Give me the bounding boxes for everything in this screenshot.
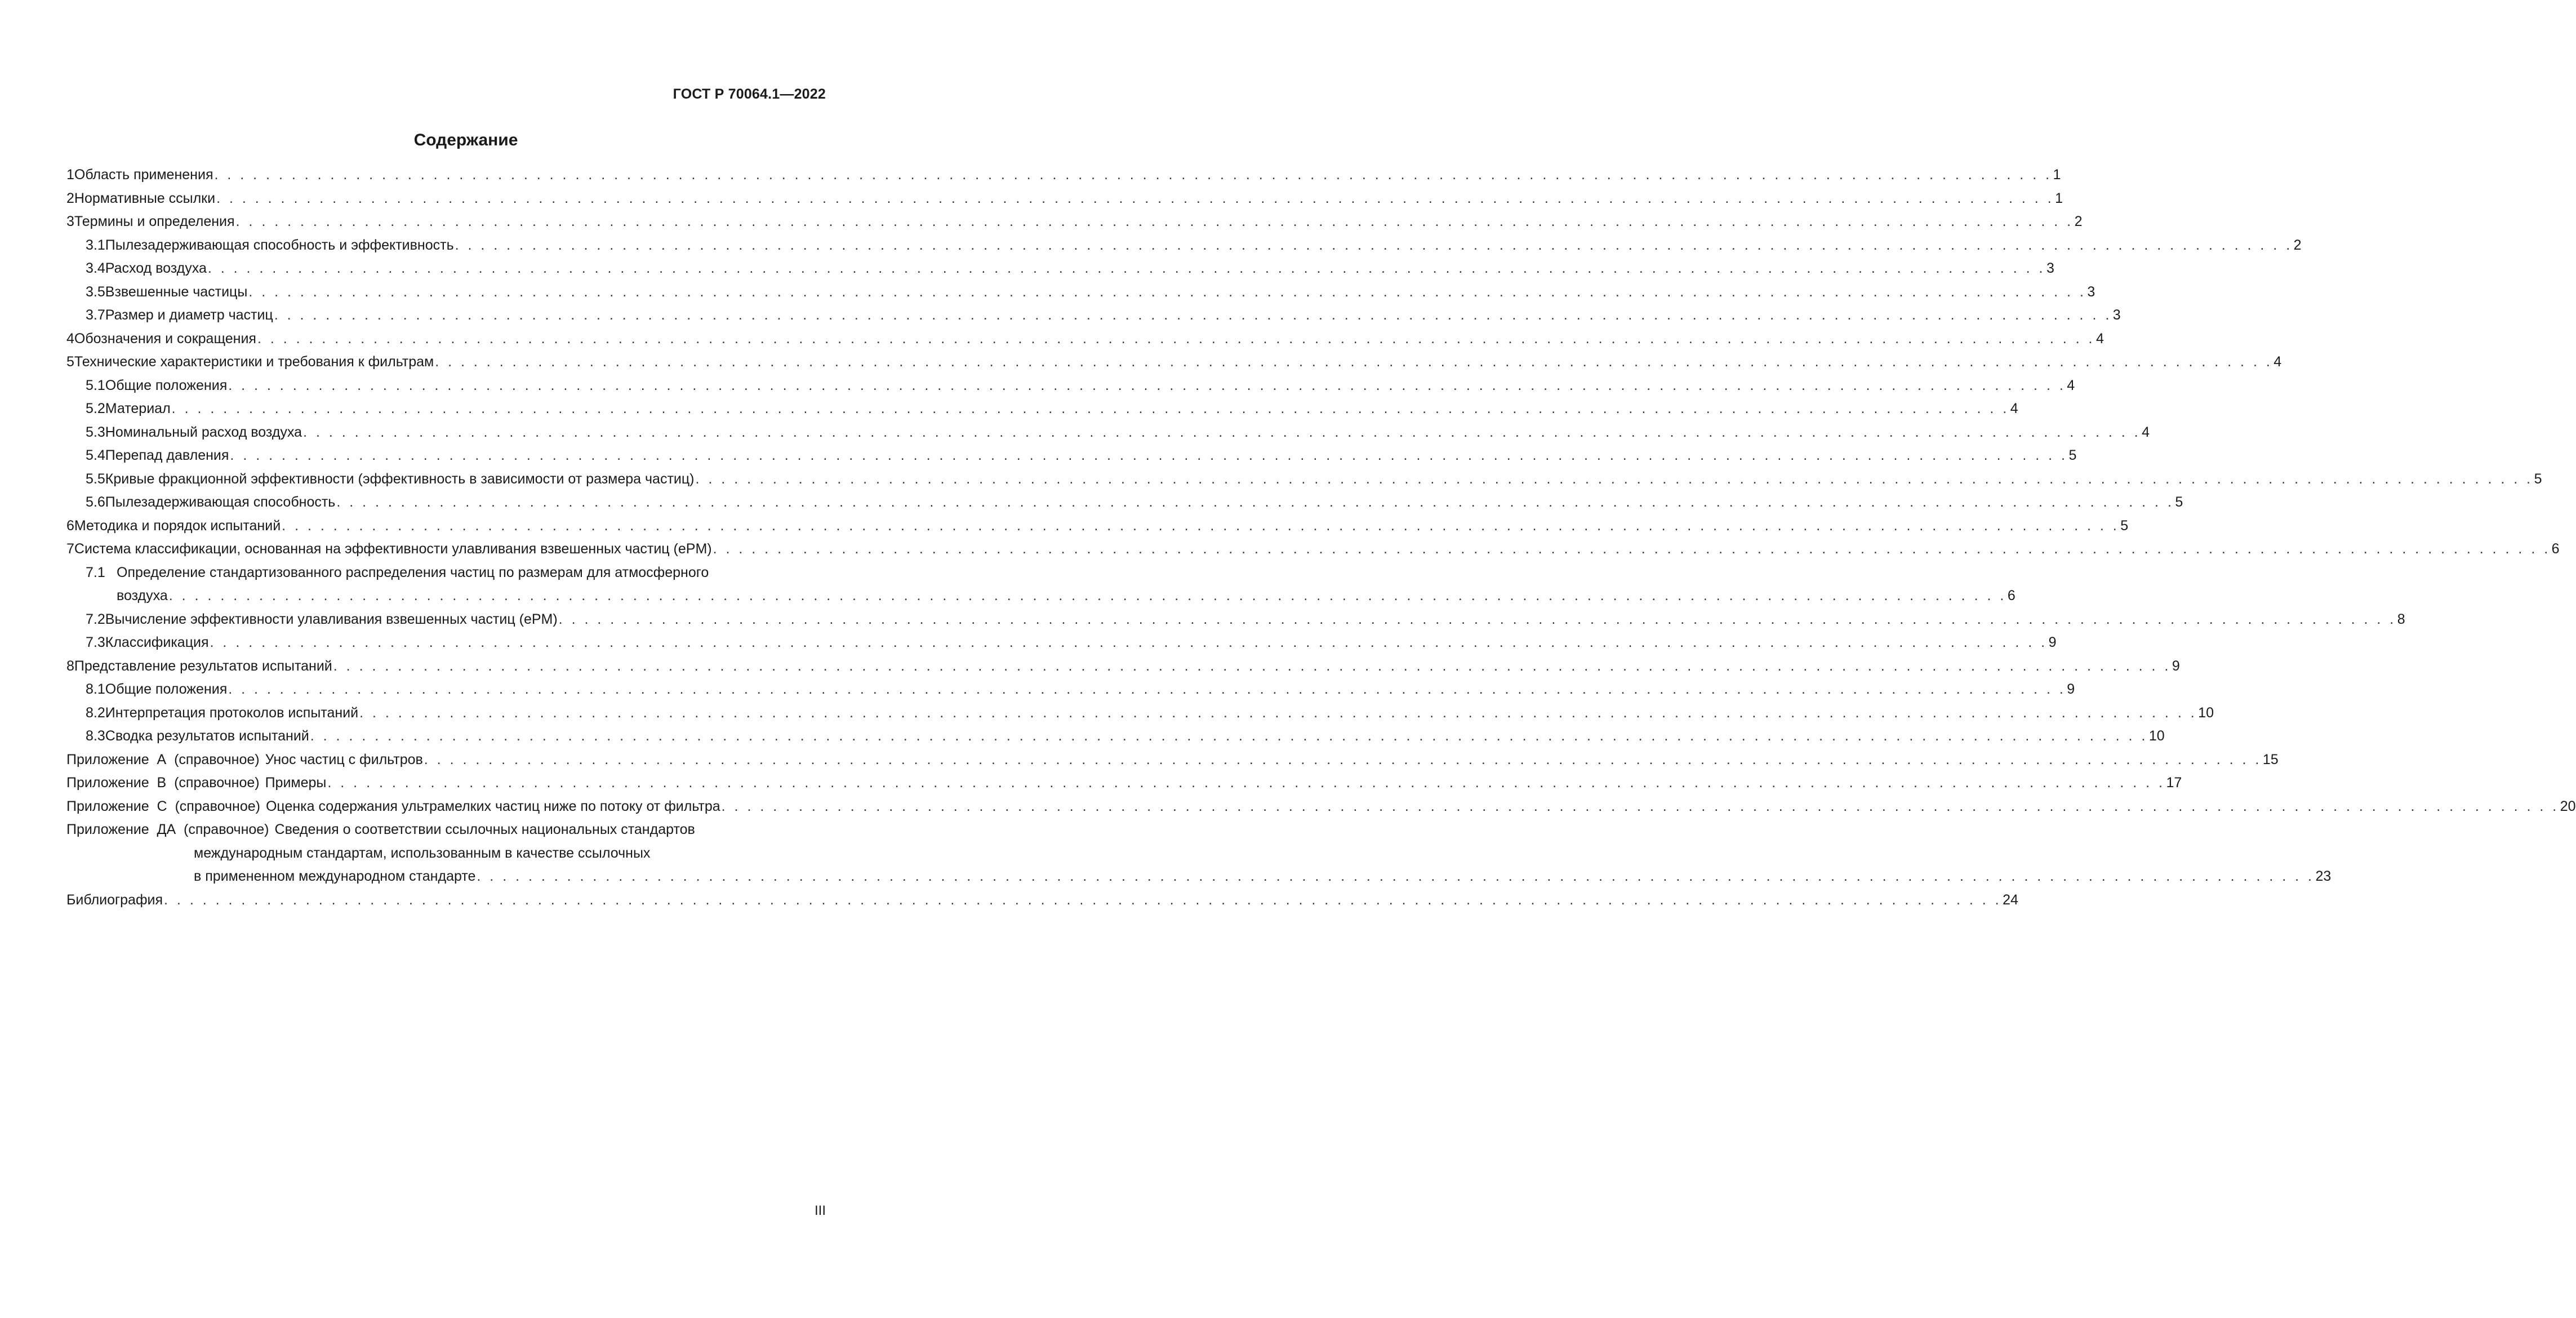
toc-entry[interactable] <box>66 304 2121 327</box>
page-number: III <box>814 1203 826 1218</box>
toc-entry[interactable] <box>66 163 2061 187</box>
toc-entry-page: 6 <box>2551 541 2560 557</box>
toc-leader-dots <box>168 584 2008 608</box>
toc-leader-dots <box>434 350 2274 374</box>
toc-leader-dots <box>558 608 2397 632</box>
toc-leader-dots <box>227 678 2067 702</box>
toc-entry-page: 3 <box>2046 260 2054 276</box>
toc-entry[interactable] <box>66 631 2057 655</box>
toc-entry-title: Определение стандартизованного распределения частиц по размерам для атмосферного <box>117 564 709 580</box>
toc-entry-number: 5.6 <box>86 494 105 510</box>
toc-entry-number: 5 <box>66 354 74 370</box>
toc-entry[interactable] <box>66 281 2095 304</box>
toc-leader-dots <box>213 163 2053 187</box>
toc-leader-dots <box>475 865 2315 889</box>
toc-bibliography-page: 24 <box>2003 891 2018 908</box>
toc-entry-page: 1 <box>2053 167 2061 183</box>
toc-entry[interactable] <box>66 725 2165 748</box>
toc-entry-page: 9 <box>2048 634 2057 650</box>
toc-entry[interactable] <box>66 702 2214 725</box>
toc-annex-da-line3: в примененном международном стандарте <box>194 868 476 884</box>
toc-entry-title: Общие положения <box>105 681 228 697</box>
toc-entry-page: 9 <box>2067 681 2075 697</box>
toc-leader-dots <box>227 374 2067 398</box>
toc-entry-number: 2 <box>66 190 74 206</box>
toc-entry-page: 10 <box>2148 728 2165 744</box>
toc-leader-dots <box>215 187 2055 211</box>
toc-entry[interactable] <box>66 678 2075 702</box>
toc-annex-da-line2: международным стандартам, использованным в качестве ссылочных <box>194 845 651 861</box>
toc-entry-title: Технические характеристики и требования к фильтрам <box>74 354 434 370</box>
toc-entry-title: Перепад давления <box>105 447 229 463</box>
toc-annex-da[interactable] <box>66 818 826 842</box>
page-title: Содержание <box>413 131 518 149</box>
toc-entry-number: 7.3 <box>86 634 105 650</box>
toc-entry-page: 4 <box>2274 354 2282 370</box>
toc-entry[interactable] <box>66 187 2063 211</box>
toc-entry[interactable] <box>66 514 2129 538</box>
toc-annex-da-line1: Сведения о соответствии ссылочных национальных стандартов <box>274 822 695 837</box>
toc-entry-number: 3.1 <box>86 237 105 253</box>
toc-entry-number: 5.2 <box>86 401 105 416</box>
toc-bibliography-title: Библиография <box>66 891 163 908</box>
toc-annex-da-label: Приложение ДА (справочное) <box>66 822 269 837</box>
toc-entry[interactable] <box>66 608 2405 632</box>
toc-entry-number: 8.1 <box>86 681 105 697</box>
toc-leader-dots <box>720 795 2560 819</box>
toc-entry-page: 2 <box>2293 237 2302 253</box>
toc-entry-page: 4 <box>2096 330 2104 347</box>
toc-entry-page: 10 <box>2198 704 2214 721</box>
table-of-contents <box>66 163 2576 912</box>
toc-entry-number: 5.5 <box>86 471 105 487</box>
toc-leader-dots <box>423 748 2263 772</box>
toc-annex-label: Приложение А (справочное) <box>66 751 260 767</box>
toc-entry-title: Пылезадерживающая способность <box>105 494 336 510</box>
toc-entry-number: 1 <box>66 167 74 183</box>
toc-entry-title: Область применения <box>74 167 213 183</box>
toc-annex[interactable] <box>66 748 2279 772</box>
toc-entry[interactable] <box>66 468 2542 491</box>
toc-entry[interactable] <box>66 444 2077 468</box>
toc-entry-page: 2 <box>2074 214 2083 229</box>
toc-entry-number: 8.3 <box>86 728 105 744</box>
toc-entry-number: 3.7 <box>86 307 105 323</box>
toc-leader-dots <box>358 702 2198 725</box>
toc-leader-dots <box>235 210 2075 234</box>
toc-entry-title: Общие положения <box>105 377 228 393</box>
toc-entry-number: 3.5 <box>86 283 105 300</box>
toc-bibliography[interactable] <box>66 889 2018 912</box>
toc-leader-dots <box>712 538 2552 561</box>
toc-entry-continuation <box>66 584 2016 608</box>
toc-entry-number: 5.4 <box>86 447 105 463</box>
toc-entry[interactable] <box>66 210 2083 234</box>
toc-entry-page: 5 <box>2068 447 2077 463</box>
toc-entry-page: 3 <box>2112 307 2121 323</box>
toc-entry-page: 5 <box>2120 517 2129 534</box>
toc-entry-page: 8 <box>2397 611 2405 627</box>
toc-entry-title: Представление результатов испытаний <box>74 658 332 674</box>
toc-entry-number: 6 <box>66 517 74 534</box>
toc-entry[interactable] <box>66 327 2104 351</box>
toc-entry[interactable] <box>66 257 2054 281</box>
toc-entry-number: 7.2 <box>86 611 105 627</box>
toc-entry-page: 5 <box>2534 471 2542 487</box>
toc-entry-page: 4 <box>2142 424 2150 440</box>
toc-entry-title: Термины и определения <box>74 214 235 229</box>
toc-entry-title: Методика и порядок испытаний <box>74 517 281 534</box>
toc-leader-dots <box>332 655 2172 678</box>
toc-entry[interactable] <box>66 491 2183 514</box>
toc-leader-dots <box>335 491 2175 514</box>
toc-entry[interactable] <box>66 655 2180 678</box>
toc-entry-number: 8.2 <box>86 704 105 721</box>
toc-leader-dots <box>171 397 2010 421</box>
toc-leader-dots <box>309 725 2149 748</box>
toc-entry[interactable] <box>66 421 2150 445</box>
toc-entry-page: 4 <box>2067 377 2075 393</box>
toc-entry-title: Интерпретация протоколов испытаний <box>105 704 359 721</box>
toc-annex-title: Оценка содержания ультрамелких частиц ниже по потоку от фильтра <box>265 798 720 814</box>
toc-entry-number: 5.3 <box>86 424 105 440</box>
toc-entry-page: 9 <box>2172 658 2180 674</box>
toc-annex[interactable] <box>66 795 2576 819</box>
toc-leader-dots <box>326 771 2166 795</box>
toc-entry-number: 7 <box>66 541 74 557</box>
toc-annex-da-line3-row <box>66 865 2332 889</box>
toc-entry-title: Обозначения и сокращения <box>74 330 256 347</box>
toc-annex[interactable] <box>66 771 2182 795</box>
toc-entry[interactable] <box>66 350 2282 374</box>
toc-entry-title: Классификация <box>105 634 209 650</box>
toc-entry-title: Вычисление эффективности улавливания взвешенных частиц (ePM) <box>105 611 558 627</box>
toc-entry[interactable] <box>66 234 2302 258</box>
toc-entry-title: Пылезадерживающая способность и эффективность <box>105 237 454 253</box>
toc-entry[interactable] <box>66 561 826 585</box>
toc-annex-page: 20 <box>2560 798 2576 814</box>
toc-entry-title: Расход воздуха <box>105 260 207 276</box>
toc-entry-title: Размер и диаметр частиц <box>105 307 273 323</box>
toc-entry-title: Нормативные ссылки <box>74 190 216 206</box>
toc-leader-dots <box>695 468 2534 491</box>
toc-entry-title: Система классификации, основанная на эффективности улавливания взвешенных частиц (ePM) <box>74 541 712 557</box>
toc-entry[interactable] <box>66 397 2018 421</box>
toc-annex-label: Приложение С (справочное) <box>66 798 260 814</box>
toc-entry-title: Кривые фракционной эффективности (эффективность в зависимости от размера частиц) <box>105 471 695 487</box>
toc-entry-page: 3 <box>2087 283 2095 300</box>
toc-annex-page: 15 <box>2262 751 2279 767</box>
toc-leader-dots <box>281 514 2120 538</box>
toc-annex-label: Приложение В (справочное) <box>66 775 260 791</box>
toc-leader-dots <box>302 421 2142 445</box>
toc-entry-number: 5.1 <box>86 377 105 393</box>
toc-entry-number: 3 <box>66 214 74 229</box>
toc-entry[interactable] <box>66 538 2560 561</box>
toc-entry-number: 3.4 <box>86 260 105 276</box>
toc-entry-number: 4 <box>66 330 74 347</box>
toc-leader-dots <box>209 631 2049 655</box>
toc-entry-title: Сводка результатов испытаний <box>105 728 309 744</box>
toc-entry-number: 7.1 <box>86 564 105 580</box>
toc-leader-dots <box>256 327 2096 351</box>
toc-annex-title: Примеры <box>265 775 327 791</box>
toc-leader-dots <box>163 889 2003 912</box>
toc-entry-page: 4 <box>2010 401 2018 416</box>
toc-leader-dots <box>454 234 2294 258</box>
toc-entry-title: Материал <box>105 401 171 416</box>
toc-annex-da-page: 23 <box>2315 868 2332 884</box>
toc-leader-dots <box>207 257 2046 281</box>
toc-leader-dots <box>247 281 2087 304</box>
toc-entry-title: Номинальный расход воздуха <box>105 424 302 440</box>
toc-entry-title-cont: воздуха <box>117 588 168 603</box>
toc-leader-dots <box>229 444 2068 468</box>
standard-code: ГОСТ Р 70064.1—2022 <box>673 86 826 102</box>
toc-entry-title: Взвешенные частицы <box>105 283 248 300</box>
toc-entry-page: 6 <box>2007 588 2016 603</box>
toc-annex-title: Унос частиц с фильтров <box>265 751 423 767</box>
toc-entry-number: 8 <box>66 658 74 674</box>
toc-entry-page: 5 <box>2175 494 2183 510</box>
toc-entry-page: 1 <box>2055 190 2063 206</box>
toc-leader-dots <box>273 304 2113 327</box>
toc-annex-page: 17 <box>2166 775 2182 791</box>
toc-entry[interactable] <box>66 374 2075 398</box>
